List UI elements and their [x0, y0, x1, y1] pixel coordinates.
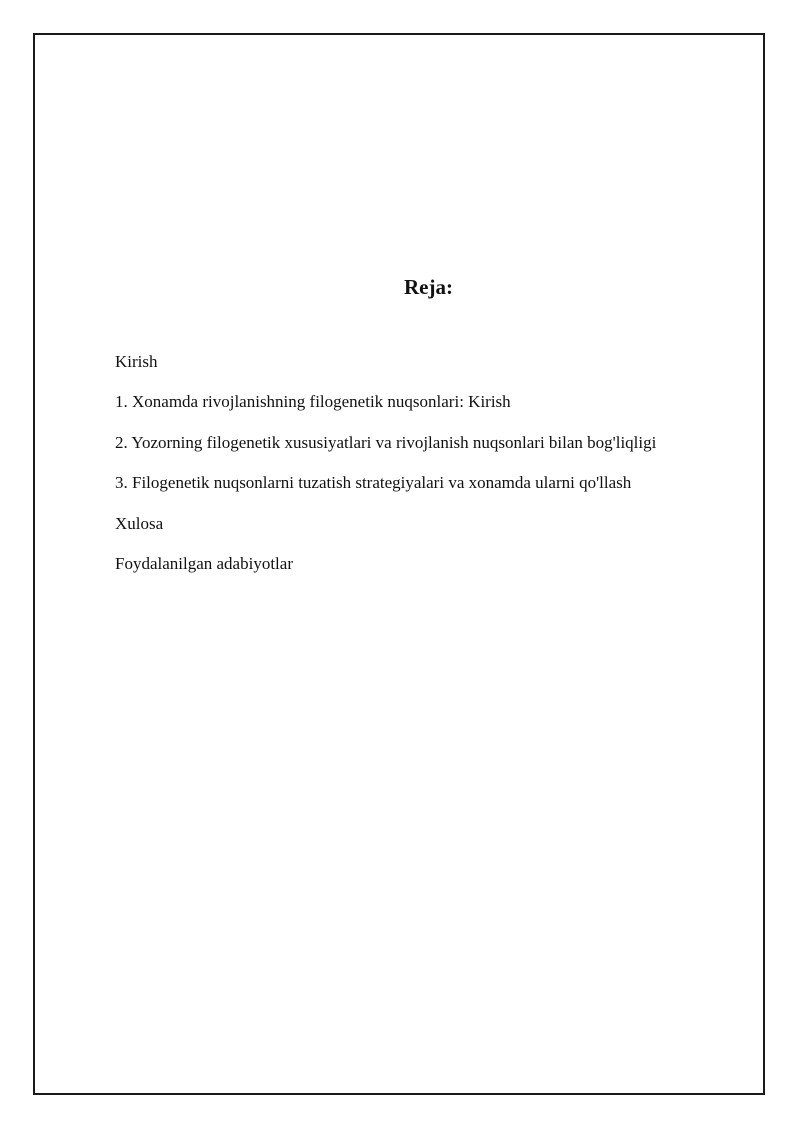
plan-item-references: Foydalanilgan adabiyotlar	[115, 553, 293, 573]
plan-item-1: 1. Xonamda rivojlanishning filogenetik nuqsonlari: Kirish	[115, 392, 511, 412]
plan-item-2: 2. Yozorning filogenetik xususiyatlari va rivojlanish nuqsonlari bilan bog'liqligi	[115, 432, 657, 452]
plan-item-conclusion: Xulosa	[115, 513, 164, 533]
plan-item-3: 3. Filogenetik nuqsonlarni tuzatish strategiyalari va xonamda ularni qo'llash	[115, 473, 632, 493]
plan-title: Reja:	[404, 275, 453, 299]
plan-item-intro: Kirish	[115, 352, 158, 371]
plan-list	[115, 350, 755, 592]
